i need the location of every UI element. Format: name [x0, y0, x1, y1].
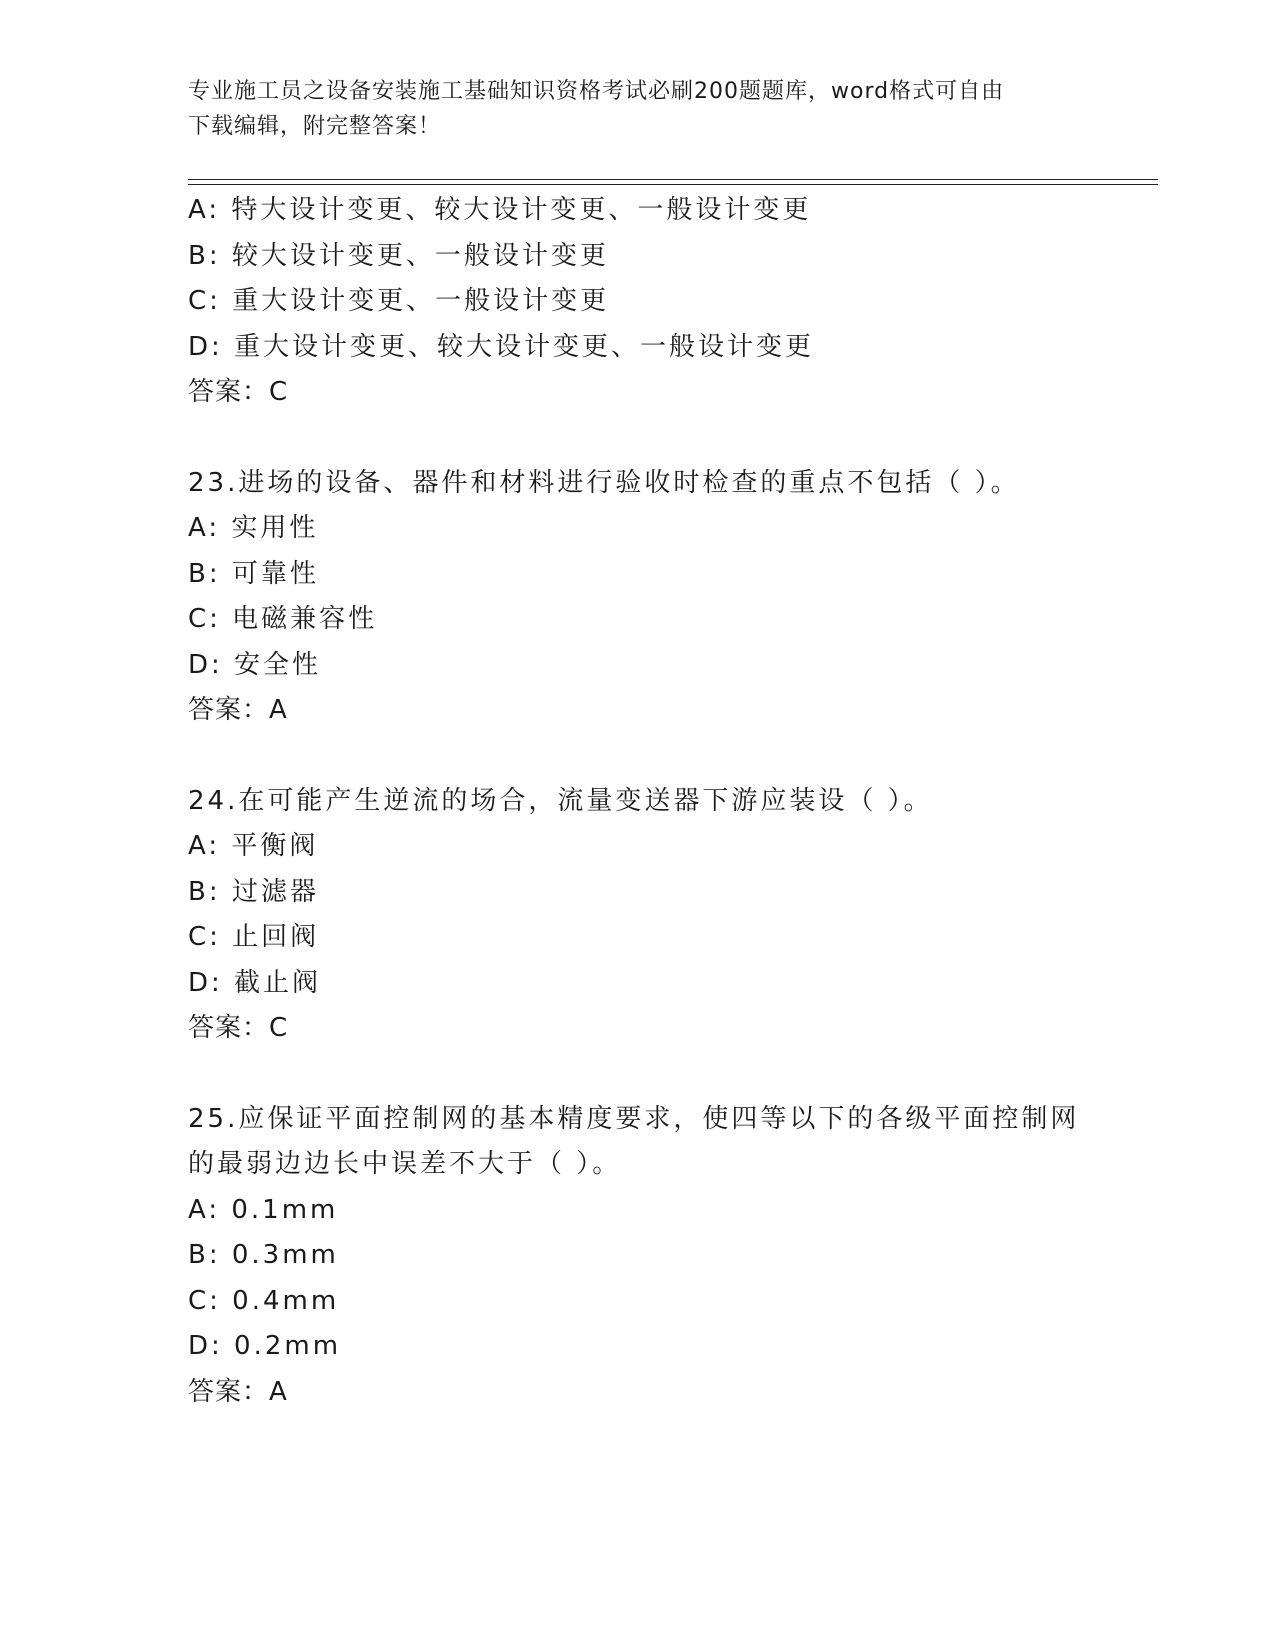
- option-d: D: 重大设计变更、较大设计变更、一般设计变更: [188, 331, 815, 362]
- option-b: B: 过滤器: [188, 876, 319, 907]
- option-a: A: 0.1mm: [188, 1194, 339, 1225]
- question-list: [188, 188, 1088, 1460]
- option-d: D: 截止阀: [188, 967, 322, 998]
- answer: 答案：C: [188, 377, 289, 407]
- question-25: [188, 1097, 1088, 1416]
- question-text-line-2: 的最弱边边长中误差不大于（ ）。: [188, 1149, 622, 1179]
- header-line-2: 下载编辑，附完整答案！: [188, 114, 442, 139]
- question-24: [188, 779, 1088, 1052]
- answer: 答案：C: [188, 1013, 289, 1043]
- answer: 答案：A: [188, 1376, 288, 1407]
- option-c: C: 电磁兼容性: [188, 604, 378, 634]
- option-b: B: 可靠性: [188, 558, 319, 589]
- question-22: [188, 188, 1088, 416]
- option-c: C: 0.4mm: [188, 1285, 340, 1316]
- question-text-line-1: 25.应保证平面控制网的基本精度要求，使四等以下的各级平面控制网: [188, 1103, 1080, 1134]
- option-a: A: 实用性: [188, 513, 319, 543]
- question-text: 24.在可能产生逆流的场合，流量变送器下游应装设（ ）。: [188, 785, 933, 816]
- option-c: C: 止回阀: [188, 922, 320, 952]
- option-d: D: 0.2mm: [188, 1331, 342, 1361]
- header-divider-bottom: [188, 184, 1158, 185]
- option-d: D: 安全性: [188, 649, 322, 680]
- option-c: C: 重大设计变更、一般设计变更: [188, 286, 610, 316]
- question-23: [188, 461, 1088, 734]
- option-a: A: 特大设计变更、较大设计变更、一般设计变更: [188, 195, 812, 225]
- answer: 答案：A: [188, 695, 288, 725]
- option-b: B: 较大设计变更、一般设计变更: [188, 240, 609, 271]
- question-text: 23.进场的设备、器件和材料进行验收时检查的重点不包括（ ）。: [188, 467, 1020, 498]
- document-header: [188, 74, 1088, 144]
- header-line-1: 专业施工员之设备安装施工基础知识资格考试必刷200题题库，word格式可自由: [188, 79, 1005, 104]
- option-b: B: 0.3mm: [188, 1240, 339, 1270]
- header-divider-top: [188, 179, 1158, 180]
- option-a: A: 平衡阀: [188, 831, 319, 861]
